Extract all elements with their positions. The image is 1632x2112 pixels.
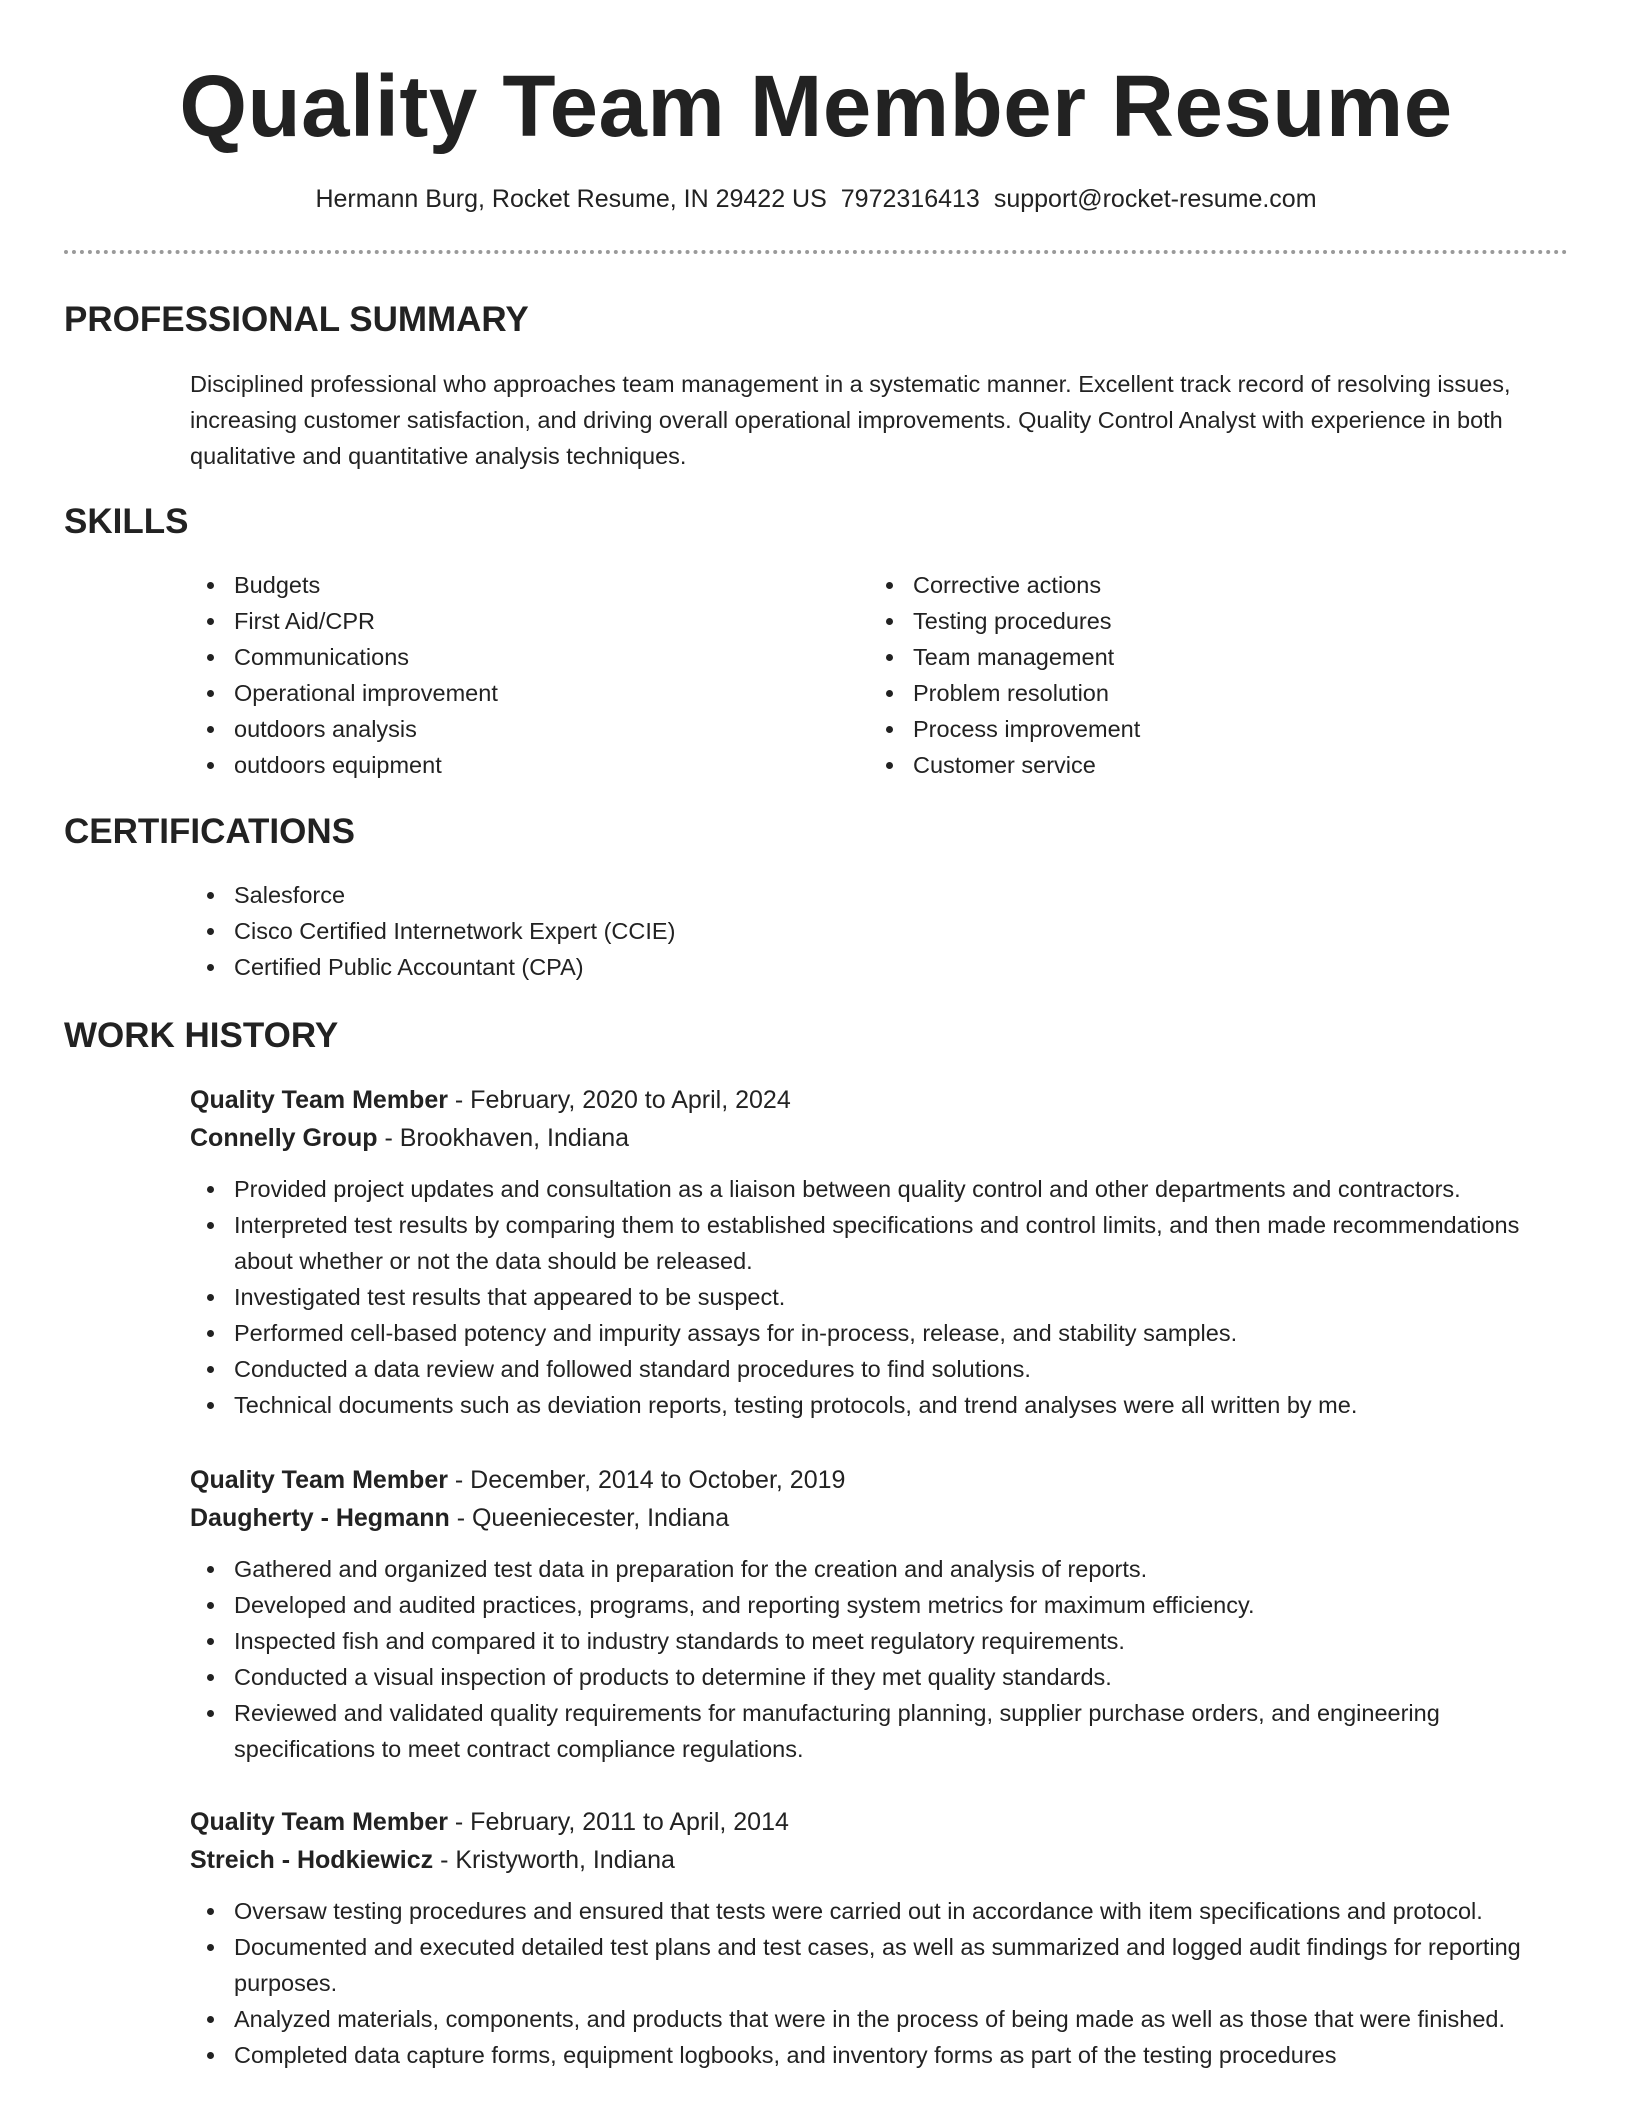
job-title: Quality Team Member	[190, 1808, 448, 1836]
skill-item: Customer service	[869, 747, 1509, 783]
skill-item: Problem resolution	[869, 675, 1509, 711]
job-title-line	[190, 1461, 1570, 1499]
contact-address: Hermann Burg, Rocket Resume, IN 29422 US	[315, 185, 827, 213]
job-bullets	[190, 1893, 1570, 2073]
skill-item: Testing procedures	[869, 603, 1509, 639]
skill-item: outdoors analysis	[190, 711, 830, 747]
job-bullets	[190, 1551, 1570, 1767]
job-bullets	[190, 1171, 1570, 1423]
job-entry	[190, 1803, 1570, 2073]
certifications-list	[190, 877, 1560, 985]
job-bullet: Provided project updates and consultation as a liaison between quality control and other departments and contractors.	[190, 1171, 1570, 1207]
skills-list-left	[190, 567, 830, 783]
job-company: Daugherty - Hegmann	[190, 1504, 450, 1532]
job-bullet: Conducted a data review and followed standard procedures to find solutions.	[190, 1351, 1570, 1387]
header-divider	[64, 250, 1568, 254]
certification-item: Cisco Certified Internetwork Expert (CCIE)	[190, 913, 1560, 949]
contact-info	[0, 182, 1632, 216]
job-bullet: Documented and executed detailed test plans and test cases, as well as summarized and logged audit findings for reporting purposes.	[190, 1929, 1570, 2001]
job-bullet: Gathered and organized test data in preparation for the creation and analysis of reports.	[190, 1551, 1570, 1587]
job-bullet: Interpreted test results by comparing them to established specifications and control limits, and then made recommendations about whether or not the data should be released.	[190, 1207, 1570, 1279]
job-bullet: Inspected fish and compared it to industry standards to meet regulatory requirements.	[190, 1623, 1570, 1659]
job-location: - Queeniecester, Indiana	[449, 1504, 730, 1532]
job-company-line	[190, 1841, 1570, 1879]
job-company-line	[190, 1499, 1570, 1537]
job-company-line	[190, 1119, 1570, 1157]
job-location: - Kristyworth, Indiana	[433, 1846, 675, 1874]
job-company: Connelly Group	[190, 1124, 378, 1152]
skills-heading: SKILLS	[64, 502, 189, 541]
skill-item: Process improvement	[869, 711, 1509, 747]
skill-item: Team management	[869, 639, 1509, 675]
job-dates: - February, 2011 to April, 2014	[447, 1808, 789, 1836]
skill-item: First Aid/CPR	[190, 603, 830, 639]
summary-text: Disciplined professional who approaches team management in a systematic manner. Excellent track record of resolving issues, increasing customer satisfaction, and driving overall operational improvements. Quality Control Analyst with experience in both qualitative and quantitative analysis techniques.	[190, 371, 1511, 469]
job-bullet: Analyzed materials, components, and products that were in the process of being made as well as those that were finished.	[190, 2001, 1570, 2037]
contact-email: support@rocket-resume.com	[993, 185, 1317, 213]
skill-item: Communications	[190, 639, 830, 675]
skill-item: Operational improvement	[190, 675, 830, 711]
job-bullet: Conducted a visual inspection of products to determine if they met quality standards.	[190, 1659, 1570, 1695]
job-bullet: Completed data capture forms, equipment logbooks, and inventory forms as part of the testing procedures	[190, 2037, 1570, 2073]
job-bullet: Technical documents such as deviation reports, testing protocols, and trend analyses were all written by me.	[190, 1387, 1570, 1423]
summary-heading: PROFESSIONAL SUMMARY	[64, 300, 529, 339]
contact-phone: 7972316413	[840, 185, 980, 213]
skill-item: outdoors equipment	[190, 747, 830, 783]
job-title-line	[190, 1081, 1570, 1119]
job-title: Quality Team Member	[190, 1086, 448, 1114]
certification-item: Salesforce	[190, 877, 1560, 913]
skills-list-right	[869, 567, 1509, 783]
job-dates: - February, 2020 to April, 2024	[447, 1086, 791, 1114]
job-title: Quality Team Member	[190, 1466, 448, 1494]
job-location: - Brookhaven, Indiana	[377, 1124, 630, 1152]
certification-item: Certified Public Accountant (CPA)	[190, 949, 1560, 985]
job-bullet: Developed and audited practices, programs, and reporting system metrics for maximum efficiency.	[190, 1587, 1570, 1623]
job-entry	[190, 1081, 1570, 1423]
job-company: Streich - Hodkiewicz	[190, 1846, 434, 1874]
job-dates: - December, 2014 to October, 2019	[447, 1466, 846, 1494]
job-bullet: Reviewed and validated quality requirements for manufacturing planning, supplier purchase orders, and engineering specifications to meet contract compliance regulations.	[190, 1695, 1570, 1767]
job-entry	[190, 1461, 1570, 1767]
job-bullet: Performed cell-based potency and impurity assays for in-process, release, and stability samples.	[190, 1315, 1570, 1351]
skill-item: Corrective actions	[869, 567, 1509, 603]
work-history-heading: WORK HISTORY	[64, 1016, 339, 1055]
job-title-line	[190, 1803, 1570, 1841]
skill-item: Budgets	[190, 567, 830, 603]
job-bullet: Investigated test results that appeared to be suspect.	[190, 1279, 1570, 1315]
resume-title: Quality Team Member Resume	[179, 58, 1453, 155]
certifications-heading: CERTIFICATIONS	[64, 812, 356, 851]
job-bullet: Oversaw testing procedures and ensured that tests were carried out in accordance with item specifications and protocol.	[190, 1893, 1570, 1929]
